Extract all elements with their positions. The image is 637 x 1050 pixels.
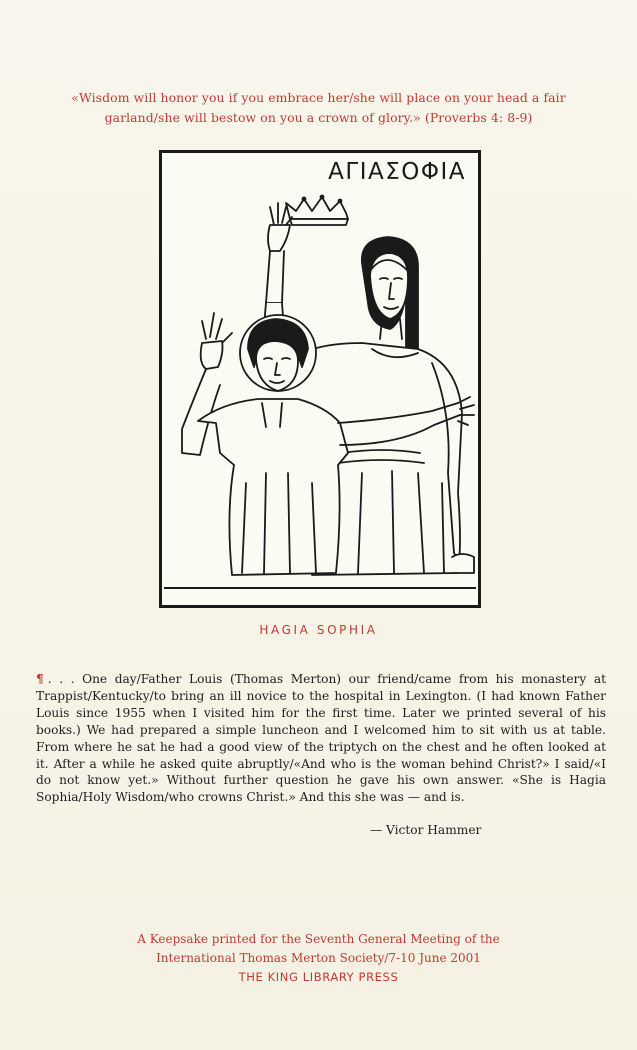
body-paragraph-text: . . . One day/Father Louis (Thomas Merton) our friend/came from his monastery at Trappist/Kentucky/to bring an ill novice to the hospital in Lexington. (I had known Father Louis since 1955 when I visited him for the first time. Later we printed several of his books.) We had prepared a simple luncheon and I welcomed him to sit with us at table. From where he sat he had a good view of the triptych on the chest and he often looked at it. After a while he asked quite abruptly/«And who is the woman behind Christ?» I said/«I do not know yet.» Without further question he gave his own answer. «She is Hagia Sophia/Holy Wisdom/who crowns Christ.» And this she was — and is. [36,672,606,805]
colophon-line-1: A Keepsake printed for the Seventh General Meeting of the [137,932,500,946]
woodcut-illustration [162,153,478,605]
epigraph-quote: «Wisdom will honor you if you embrace her/she will place on your head a fair garland/she will bestow on you a crown of glory.» (Proverbs 4: 8-9) [71,90,566,125]
press-name: THE KING LIBRARY PRESS [238,970,399,984]
pilcrow-mark: ¶ [36,672,44,686]
plate-base-line [164,587,476,603]
colophon [60,930,577,987]
greek-caption: ΑΓΙΑΣΟΦΙΑ [328,159,466,185]
body-paragraph [36,671,606,806]
signature: — Victor Hammer [370,823,482,837]
woodcut-plate [159,150,481,608]
colophon-line-2: International Thomas Merton Society/7-10 June 2001 [156,951,481,965]
artwork-title: HAGIA SOPHIA [259,623,378,637]
crown-icon [286,196,348,226]
